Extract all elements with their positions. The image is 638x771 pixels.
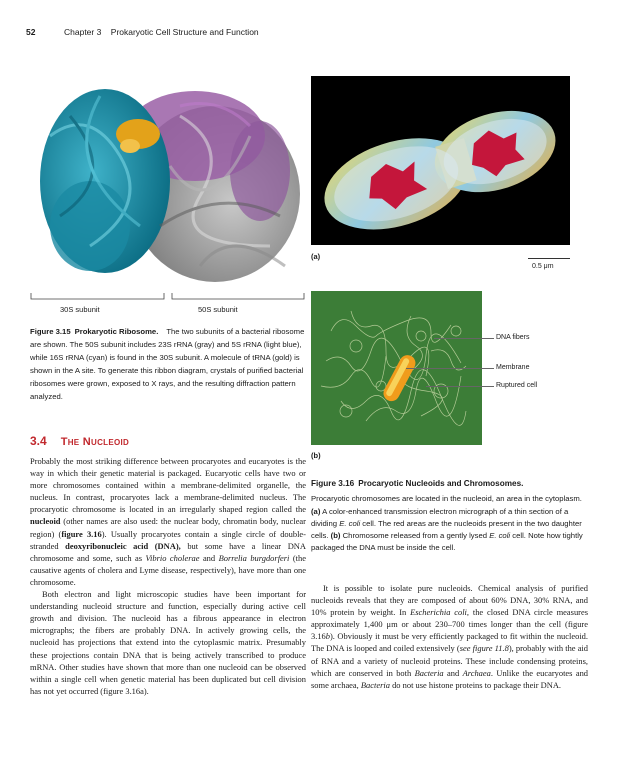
paragraph: Both electron and light microscopic studies have been important for understanding nucleoid structure and function, especially during active cell growth and division. The nucleoid has a fibrous appearance in electron micrographs; the fibers are probably DNA. In actively growing cells, the nucleoid has projections that extend into the cytoplasmic matrix. Presumably these projections contain DNA that is being actively transcribed to produce mRNA. Other studies have shown that more than one nucleoid can be observed within a single cell when genetic material has been duplicated but cell division has not yet occurred (figure 3.16a). (30, 589, 306, 696)
figure-reference: figure 3.16 (61, 528, 102, 539)
term-nucleoid: nucleoid (30, 516, 61, 527)
panel-b-label: (b) (311, 451, 321, 460)
callout-membrane: Membrane (496, 364, 530, 371)
page-number: 52 (26, 27, 36, 37)
caption-text: The two subunits of a bacterial ribosome are shown. The 50S subunit includes 23S rRNA (gray) and 5S rRNA (light blue), while 16S rRNA (cyan) is found in the 30S subunit. A molecule of tRNA (gold) is shown in the A site. To generate this ribbon diagram, crystals of purified bacterial ribosomes were grown, exposed to X rays, and the resulting diffraction pattern analyzed. (30, 327, 305, 401)
caption-number: Figure 3.15 (30, 327, 71, 336)
figure-3-16-caption (311, 478, 589, 555)
callout-ruptured-cell: Ruptured cell (496, 382, 538, 389)
paragraph: It is possible to isolate pure nucleoids. Chemical analysis of purified nucleoids reveals that they are composed of about 60% DNA, 30% RNA, and 10% protein by weight. In Escherichia coli, the closed DNA circle measures approximately 1,400 μm or about 230–700 times longer than the cell (figure 3.16b). Obviously it must be very efficiently packaged to fit within the nucleoid. The DNA is looped and coiled extensively (see figure 11.8), probably with the aid of RNA and a variety of nucleoid proteins. These include condensing proteins, which are conserved in both Bacteria and Archaea. Unlike the eucaryotes and some archaea, Bacteria do not use histone proteins to package their DNA. (311, 583, 589, 690)
scale-bar (528, 258, 570, 259)
running-head: Chapter 3 Prokaryotic Cell Structure and Function (64, 27, 259, 37)
scale-bar-label: 0.5 μm (532, 263, 554, 270)
figure-reference: see figure 11.8 (459, 643, 509, 654)
callout-line (406, 368, 494, 369)
ribosome-ribbon-diagram (30, 76, 305, 286)
callout-line (426, 386, 494, 387)
section-title: The Nucleoid (60, 436, 130, 448)
caption-number: Figure 3.16 (311, 479, 355, 488)
panel-a-label: (a) (311, 252, 321, 261)
body-text-left-column (30, 455, 306, 697)
caption-text: Procaryotic chromosomes are located in the nucleoid, an area in the cytoplasm. (a) A color-enhanced transmission electron micrograph of a thin section of a dividing E. coli cell. The red areas are the nucleoids present in the two daughter cells. (b) Chromosome released from a gently lysed E. coli cell. Note how tightly packaged the DNA must be inside the cell. (311, 494, 583, 553)
paragraph: Probably the most striking difference between procaryotes and eucaryotes is the way in which their genetic material is packaged. Eucaryotic cells have two or more chromosomes contained within a membrane-delimited organelle, the nucleus. In contrast, procaryotes lack a membrane-delimited nucleus. The procaryotic chromosome is located in an irregularly shaped region called the nucleoid (other names are also used: the nuclear body, chromatin body, nuclear region) (figure 3.16). Usually procaryotes contain a single circle of double-stranded deoxyribonucleic acid (DNA), but some have a linear DNA chromosome and some, such as Vibrio cholerae and Borrelia burgdorferi (the causative agents of cholera and Lyme disease, respectively), have more than one chromosome. (30, 456, 306, 587)
callout-dna-fibers: DNA fibers (496, 334, 530, 341)
caption-title: Prokaryotic Ribosome. (74, 327, 159, 336)
figure-3-15-caption (30, 325, 306, 403)
dividing-ecoli-micrograph (311, 76, 570, 245)
section-number: 3.4 (30, 434, 47, 448)
label-50s-subunit: 50S subunit (198, 305, 238, 314)
callout-line (434, 338, 494, 339)
term-dna: deoxyribonucleic acid (DNA), (65, 540, 181, 551)
caption-title: Procaryotic Nucleoids and Chromosomes. (358, 479, 524, 488)
section-heading (30, 432, 129, 450)
caption-heading (311, 478, 589, 490)
body-text-right-column (311, 582, 588, 691)
label-30s-subunit: 30S subunit (60, 305, 100, 314)
